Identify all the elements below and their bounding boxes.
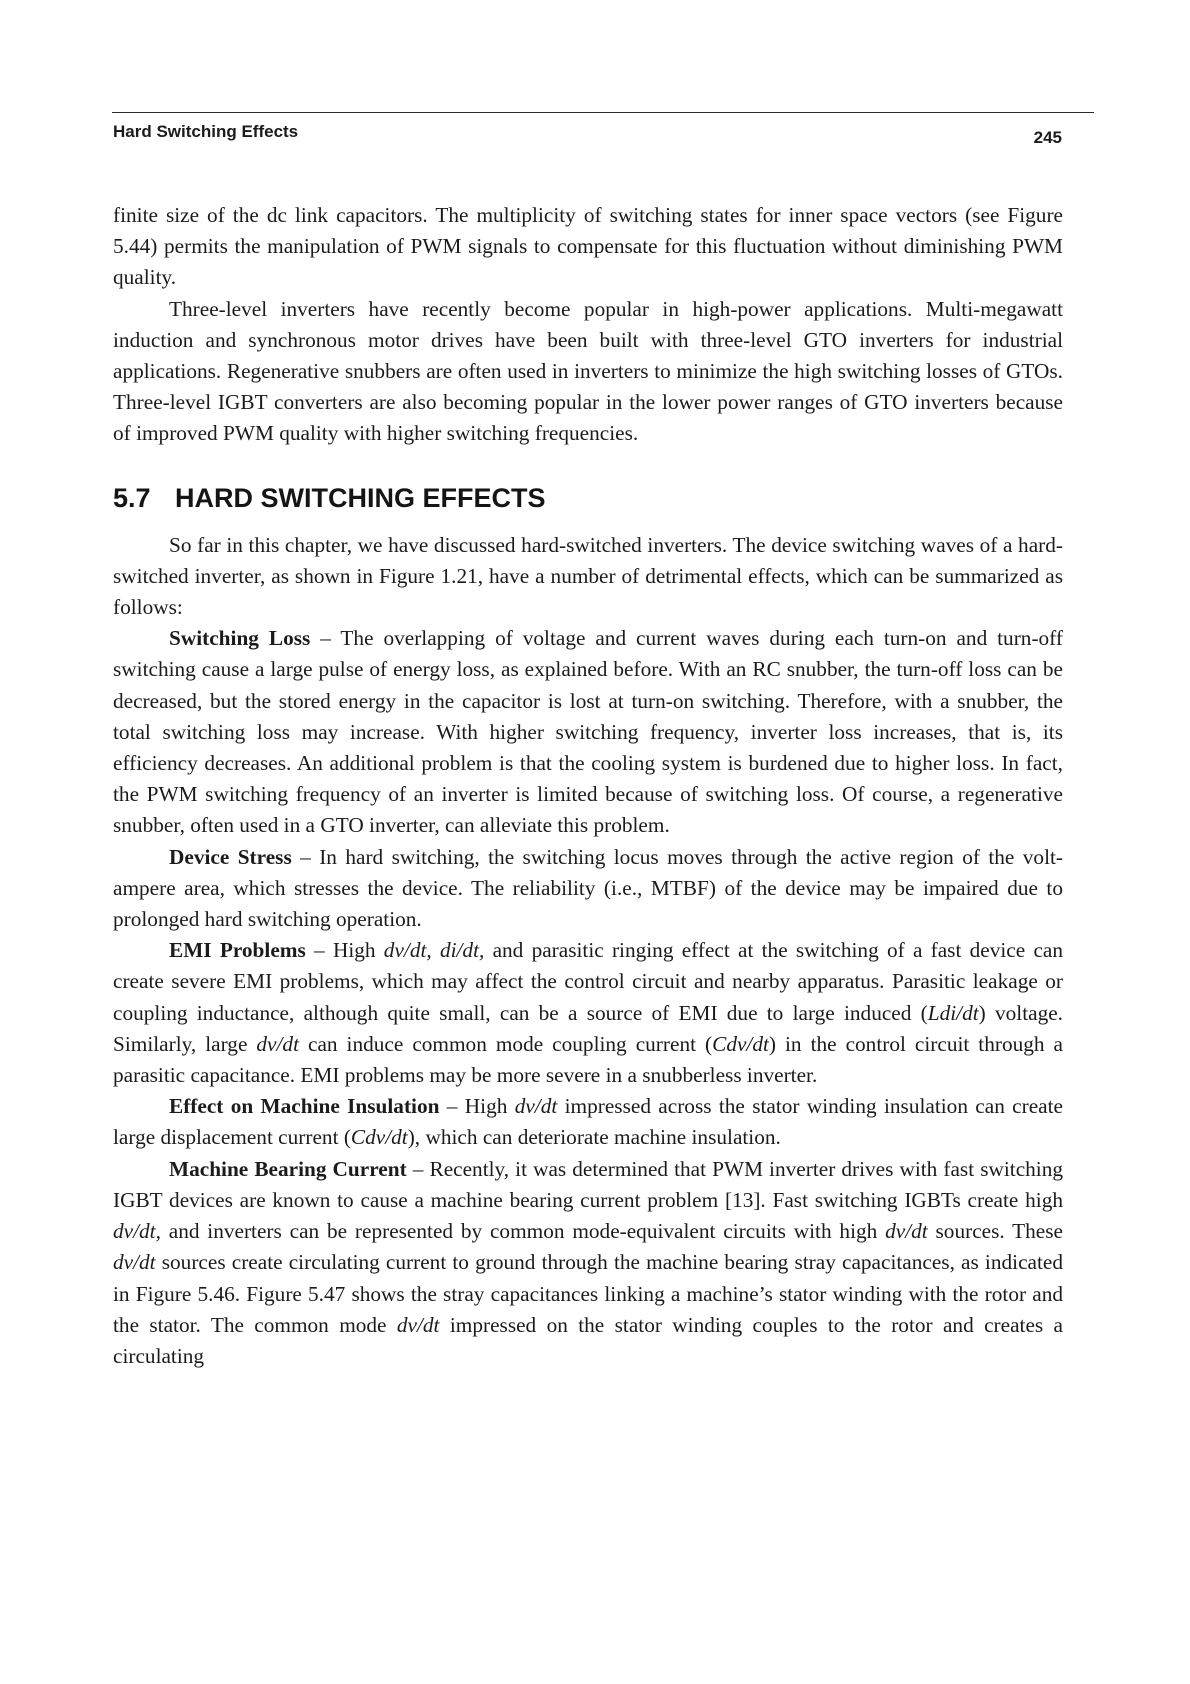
header-rule	[112, 112, 1094, 113]
running-head: Hard Switching Effects	[113, 122, 299, 141]
item-switching-loss	[113, 623, 1063, 841]
runin-heading: Effect on Machine Insulation	[169, 1094, 440, 1119]
item-text: ), which can deteriorate machine insulation.	[407, 1125, 781, 1150]
math-term: dv/dt	[885, 1219, 928, 1244]
item-text: and inverters can be represented by common mode-equivalent circuits with high	[160, 1219, 886, 1244]
body-text	[113, 200, 1063, 1372]
item-emi-problems	[113, 935, 1063, 1091]
item-text: ) in the control circuit through a parasitic capacitance. EMI problems may be more severe in a snubberless inverter.	[113, 1031, 1064, 1088]
item-machine-insulation	[113, 1091, 1063, 1153]
separator: –	[291, 844, 320, 869]
item-bearing-current	[113, 1154, 1063, 1372]
math-term: dv/dt	[256, 1031, 299, 1056]
item-text: Recently, it was determined that PWM inverter drives with fast switching IGBT devices are known to cause a machine bearing current problem [13]. Fast switching IGBTs create high	[113, 1156, 1064, 1212]
section-heading	[113, 481, 1063, 515]
item-text: ) voltage. Similarly, large	[113, 1000, 1063, 1056]
runin-heading: Device Stress	[169, 844, 292, 869]
math-term: dv/dt	[396, 1312, 440, 1337]
item-text: sources. These	[927, 1219, 1063, 1244]
paragraph-continued: finite size of the dc link capacitors. The multiplicity of switching states for inner space vectors (see Figure 5.44) permits the manipulation of PWM signals to compensate for this fluctuation without diminishing PWM quality.	[113, 203, 1063, 290]
paragraph-three-level: Three-level inverters have recently become popular in high-power applications. Multi-megawatt induction and synchronous motor drives have been built with three-level GTO inverters for industrial applications. Regenerative snubbers are often used in inverters to minimize the high switching losses of GTOs. Three-level IGBT converters are also becoming popular in the lower power ranges of GTO inverters because of improved PWM quality with higher switching frequencies.	[113, 296, 1063, 446]
runin-heading: Switching Loss	[169, 626, 311, 651]
separator: –	[439, 1094, 465, 1119]
page-number: 245	[1033, 128, 1062, 147]
item-text: impressed across the stator winding insulation can create large displacement current (	[113, 1094, 1064, 1150]
separator: –	[406, 1156, 430, 1181]
math-term: dv/dt,	[113, 1219, 161, 1244]
math-term: dv/dt, di/dt,	[383, 938, 485, 963]
item-text: In hard switching, the switching locus moves through the active region of the volt-ampere area, which stresses the device. The reliability (i.e., MTBF) of the device may be impaired due to prolonged hard switching operation.	[113, 844, 1064, 932]
item-text: can induce common mode coupling current (	[299, 1031, 713, 1056]
item-text: High	[332, 938, 384, 963]
item-text: and parasitic ringing effect at the switching of a fast device can create severe EMI problems, which may affect the control circuit and nearby apparatus. Parasitic leakage or coupling inductance, although quite small, can be a source of EMI due to large induced (	[113, 938, 1063, 1025]
math-term: dv/dt	[113, 1250, 156, 1275]
runin-heading: Machine Bearing Current	[169, 1156, 407, 1181]
runin-heading: EMI Problems	[169, 938, 306, 963]
section-number: 5.7	[113, 482, 151, 513]
section-intro: So far in this chapter, we have discussed hard-switched inverters. The device switching waves of a hard-switched inverter, as shown in Figure 1.21, have a number of detrimental effects, which can be summarized as follows:	[113, 532, 1063, 620]
math-term: dv/dt	[514, 1094, 558, 1119]
item-text: High	[464, 1094, 515, 1119]
math-term: Ldi/dt	[927, 1000, 979, 1025]
item-text: impressed on the stator winding couples to the rotor and creates a circulating	[113, 1312, 1064, 1368]
item-device-stress	[113, 842, 1063, 936]
section-title: HARD SWITCHING EFFECTS	[175, 482, 546, 513]
item-text: sources create circulating current to ground through the machine bearing stray capacitances, as indicated in Figure 5.46. Figure 5.47 shows the stray capacitances linking a machine’s stator winding with the rotor and the stator. The common mode	[113, 1250, 1063, 1337]
separator: –	[310, 626, 341, 651]
math-term: Cdv/dt	[712, 1031, 769, 1056]
math-term: Cdv/dt	[350, 1125, 408, 1150]
separator: –	[305, 938, 333, 963]
item-text: The overlapping of voltage and current waves during each turn-on and turn-off switching cause a large pulse of energy loss, as explained before. With an RC snubber, the turn-off loss can be decreased, but the stored energy in the capacitor is lost at turn-on switching. Therefore, with a snubber, the total switching loss may increase. With higher switching frequency, inverter loss increases, that is, its efficiency decreases. An additional problem is that the cooling system is burdened due to higher loss. In fact, the PWM switching frequency of an inverter is limited because of switching loss. Of course, a regenerative snubber, often used in a GTO inverter, can alleviate this problem.	[113, 626, 1063, 838]
